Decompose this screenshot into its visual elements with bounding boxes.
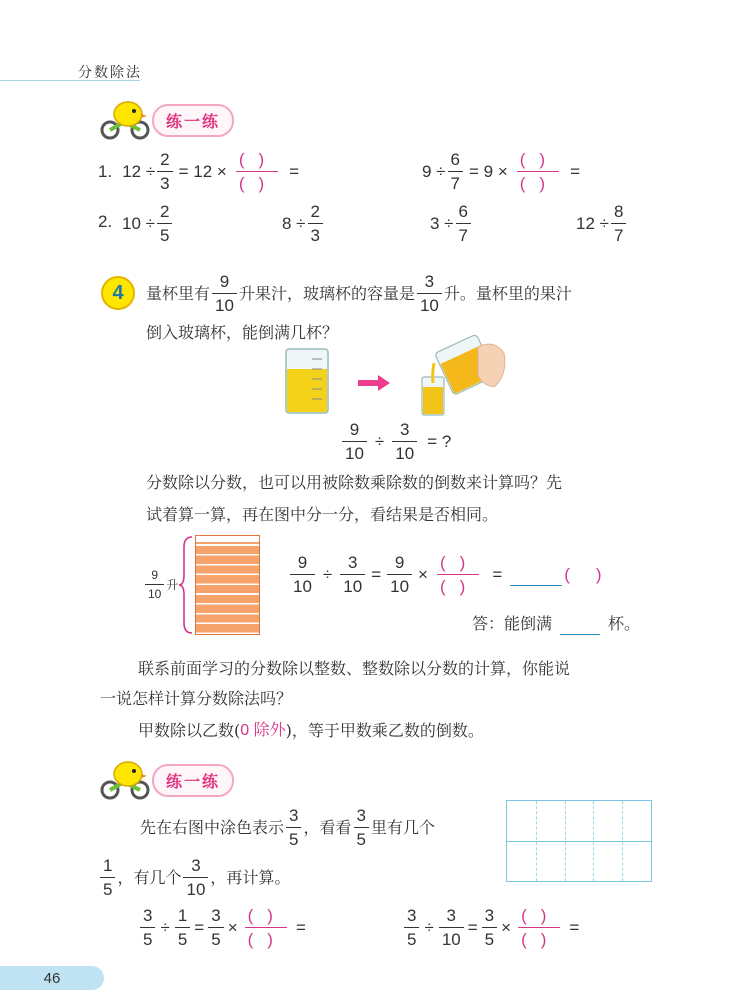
denominator: 10 xyxy=(148,587,162,601)
expr-text: 10 ÷ xyxy=(122,213,155,233)
answer-blank-fraction[interactable]: $\frac{()}{()}$ xyxy=(434,553,482,596)
denominator: 10 xyxy=(215,296,234,315)
practice1-q2-item-2 xyxy=(282,202,325,245)
numerator: 3 xyxy=(424,272,435,291)
chick-on-bike-icon xyxy=(96,760,158,800)
page-number: 46 xyxy=(0,966,104,990)
answer-unit: 杯。 xyxy=(608,614,641,633)
fraction xyxy=(387,553,412,596)
summary-line-2: 一说怎样计算分数除法吗？ xyxy=(100,689,293,708)
practice-banner-2 xyxy=(96,760,234,800)
denominator: 5 xyxy=(289,830,299,849)
numerator: 3 xyxy=(143,906,153,925)
expr-text: 9 ÷ xyxy=(422,161,446,181)
numerator: 3 xyxy=(356,806,366,825)
expr-text: 3 ÷ xyxy=(430,213,454,233)
denominator: 5 xyxy=(159,226,170,245)
fraction xyxy=(482,906,497,949)
numerator: 3 xyxy=(407,906,417,925)
text: 量杯里有 xyxy=(146,283,211,303)
fraction xyxy=(392,420,417,463)
unit-blank[interactable]: () xyxy=(564,564,628,584)
fraction xyxy=(340,553,365,596)
volume-label xyxy=(143,568,178,601)
fraction xyxy=(208,906,223,949)
operator: = xyxy=(371,564,382,584)
numerator: 3 xyxy=(191,856,201,875)
fraction xyxy=(157,202,172,245)
numerator: 3 xyxy=(399,420,410,439)
expr-text: 12 ÷ xyxy=(576,213,609,233)
fraction xyxy=(308,202,323,245)
example4-calculation xyxy=(288,553,628,596)
text: ，有几个 xyxy=(117,867,182,887)
denominator: 10 xyxy=(343,577,363,596)
fraction xyxy=(611,202,626,245)
example4-line-2: 倒入玻璃杯，能倒满几杯？ xyxy=(146,323,339,342)
denominator: 5 xyxy=(143,930,153,949)
expr-text: 12 ÷ xyxy=(122,161,156,181)
fraction xyxy=(100,856,115,899)
expr-text: = 9 × xyxy=(468,161,508,181)
answer-blank-fraction[interactable]: $\frac{()}{()}$ xyxy=(515,906,563,949)
text: 里有几个 xyxy=(370,817,435,837)
practice1-q1-b xyxy=(422,150,580,193)
operator: ÷ xyxy=(322,564,333,584)
text: ，再计算。 xyxy=(210,867,291,887)
denominator: 10 xyxy=(395,444,415,463)
answer-blank-fraction[interactable]: $\frac{()}{()}$ xyxy=(233,150,281,193)
practice1-q2-item-3 xyxy=(430,202,473,245)
numerator: 9 xyxy=(297,553,308,572)
operator: ÷ xyxy=(160,917,170,937)
rule-text: )，等于甲数乘乙数的倒数。 xyxy=(285,721,484,740)
numerator: 6 xyxy=(458,202,468,221)
denominator: 10 xyxy=(419,296,439,315)
practice1-q1-a xyxy=(98,150,299,193)
practice1-q2-item-4 xyxy=(576,202,628,245)
numerator: 9 xyxy=(151,568,159,582)
answer-label: 答：能倒满 xyxy=(472,614,553,633)
expr-text: = xyxy=(289,161,300,181)
rule-text: 甲数除以乙数( xyxy=(138,721,241,740)
numerator: 3 xyxy=(446,906,456,925)
denominator: 5 xyxy=(211,930,221,949)
operator: × xyxy=(227,917,238,937)
fraction xyxy=(286,806,301,849)
example-number-badge: 4 xyxy=(101,276,135,310)
text: 先在右图中涂色表示 xyxy=(140,817,285,837)
operator: = xyxy=(467,917,478,937)
left-brace xyxy=(178,535,194,635)
denominator: 10 xyxy=(186,880,206,899)
fraction xyxy=(145,568,164,601)
denominator: 3 xyxy=(310,226,320,245)
text: 升果汁，玻璃杯的容量是 xyxy=(238,283,415,303)
numerator: 3 xyxy=(211,906,221,925)
operator: × xyxy=(501,917,512,937)
fraction xyxy=(175,906,190,949)
denominator: 5 xyxy=(103,880,113,899)
example4-para-1: 分数除以分数，也可以用被除数乘除数的倒数来计算吗？先 xyxy=(146,473,563,492)
numerator: 2 xyxy=(159,202,170,221)
unit: 升 xyxy=(166,578,179,592)
numerator: 9 xyxy=(349,420,360,439)
question-number: 1. xyxy=(98,161,113,181)
practice2-line-1 xyxy=(140,806,435,849)
numerator: 3 xyxy=(347,553,358,572)
fraction xyxy=(448,150,463,193)
denominator: 7 xyxy=(450,174,460,193)
denominator: 5 xyxy=(356,830,366,849)
numerator: 3 xyxy=(484,906,495,925)
answer-blank[interactable] xyxy=(510,563,562,586)
chick-on-bike-icon xyxy=(96,100,158,140)
practice-banner-label: 练一练 xyxy=(152,764,234,797)
example4-para-2: 试着算一算，再在图中分一分，看结果是否相同。 xyxy=(146,505,499,524)
practice2-calc-1 xyxy=(138,906,306,949)
fraction xyxy=(456,202,471,245)
divided-rectangle-diagram xyxy=(195,535,260,635)
numerator: 2 xyxy=(160,150,170,169)
denominator: 10 xyxy=(390,577,410,596)
example4-answer xyxy=(472,609,640,639)
denominator: 7 xyxy=(458,226,468,245)
numerator: 2 xyxy=(310,202,320,221)
fraction xyxy=(404,906,419,949)
text: ，看看 xyxy=(303,817,352,837)
operator: ÷ xyxy=(424,917,434,937)
rule-exception: 0 除外 xyxy=(240,722,286,739)
expr-text: 8 ÷ xyxy=(282,213,306,233)
answer-blank-fraction[interactable]: $\frac{()}{()}$ xyxy=(242,906,290,949)
denominator: 10 xyxy=(345,444,364,463)
summary-line-1: 联系前面学习的分数除以整数、整数除以分数的计算，你能说 xyxy=(138,659,571,678)
operator: = ? xyxy=(427,431,452,451)
operator: = xyxy=(492,564,503,584)
practice-banner-label: 练一练 xyxy=(152,104,234,137)
practice1-q2-item-1 xyxy=(122,202,174,245)
fraction xyxy=(417,272,442,315)
juice-pouring-illustration xyxy=(282,335,512,425)
fraction xyxy=(183,856,208,899)
practice2-line-2 xyxy=(98,856,290,899)
header-rule xyxy=(0,80,140,81)
fraction xyxy=(157,150,172,193)
expr-text: = xyxy=(570,161,581,181)
denominator: 3 xyxy=(160,174,170,193)
fraction xyxy=(342,420,367,463)
practice-banner-1 xyxy=(96,100,234,140)
numerator: 3 xyxy=(289,806,299,825)
denominator: 10 xyxy=(441,930,461,949)
fraction xyxy=(212,272,237,315)
answer-blank-fraction[interactable]: $\frac{()}{()}$ xyxy=(514,150,562,193)
operator: × xyxy=(418,564,428,584)
example4-line-1 xyxy=(146,272,572,315)
denominator: 5 xyxy=(407,930,417,949)
numerator: 8 xyxy=(613,202,624,221)
fraction xyxy=(140,906,155,949)
operator: = xyxy=(569,917,580,937)
operator: = xyxy=(194,917,205,937)
page-header-title: 分数除法 xyxy=(78,65,142,81)
practice2-calc-2 xyxy=(402,906,579,949)
fraction xyxy=(290,553,315,596)
denominator: 5 xyxy=(177,930,188,949)
fraction xyxy=(439,906,464,949)
numerator: 1 xyxy=(177,906,188,925)
text: 升。量杯里的果汁 xyxy=(443,283,572,303)
question-number: 2. xyxy=(98,212,113,231)
numerator: 1 xyxy=(103,856,113,875)
denominator: 7 xyxy=(613,226,624,245)
expr-text: = 12 × xyxy=(178,161,227,181)
denominator: 5 xyxy=(484,930,495,949)
coloring-grid[interactable] xyxy=(506,800,652,882)
example4-expression xyxy=(340,420,451,463)
answer-blank[interactable] xyxy=(560,614,600,635)
numerator: 9 xyxy=(394,553,405,572)
operator: ÷ xyxy=(374,431,385,451)
numerator: 9 xyxy=(219,272,230,291)
operator: = xyxy=(295,917,306,937)
division-rule xyxy=(138,716,484,746)
denominator: 10 xyxy=(293,577,312,596)
fraction xyxy=(354,806,369,849)
diagram-empty-top xyxy=(195,535,260,542)
numerator: 6 xyxy=(450,150,460,169)
